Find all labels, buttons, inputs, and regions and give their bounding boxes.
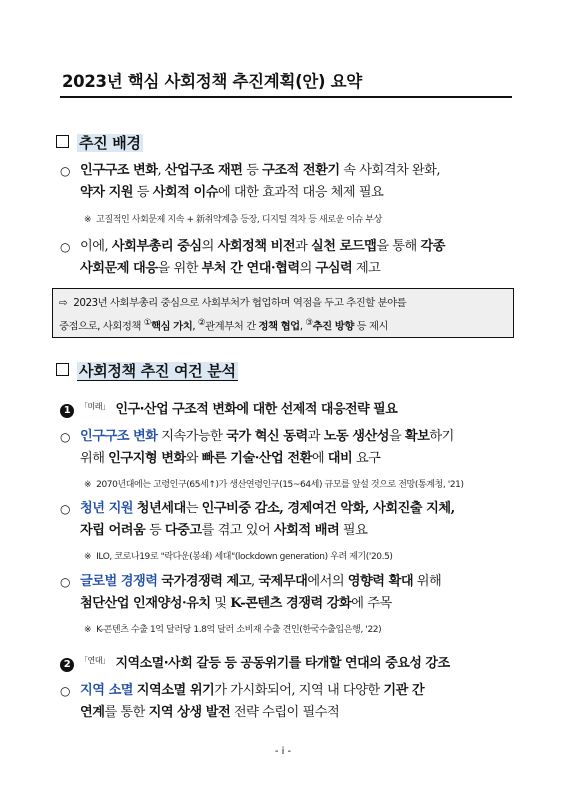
note-1: ※ 고질적인 사회문제 지속 + 新취약계층 등장, 디지털 격차 등 새로운 이슈 부상 [84,215,382,225]
circle-bullet-icon: ○ [60,164,70,178]
background-item-2: ○ 이에, 사회부총리 중심의 사회정책 비전과 실천 로드맵을 통해 각종 사회문제 대응을 위한 부처 간 연대·협력의 구심력 제고 [60,236,522,280]
square-bullet-icon [56,363,69,376]
analysis-item-region: ○ 지역 소멸 지역소멸 위기가 가시화되어, 지역 내 다양한 기관 간 연계를 통한 지역 상생 발전 전략 수립이 필수적 [60,680,522,724]
note-2: ※ 2070년대에는 고령인구(65세↑)가 생산연령인구(15~64세) 규모를 앞설 것으로 전망(통계청, '21) [84,480,464,490]
square-bullet-icon [56,135,69,148]
circle-bullet-icon: ○ [60,575,70,589]
section-heading-background: 추진 배경 [56,132,143,153]
background-item-1: ○ 인구구조 변화, 산업구조 재편 등 구조적 전환기 속 사회격차 완화, 약자 지원 등 사회적 이슈에 대한 효과적 대응 체제 필요 [60,160,522,204]
analysis-item-youth: ○ 청년 지원 청년세대는 인구비중 감소, 경제여건 악화, 사회진출 지체, 자립 어려움 등 다중고를 겪고 있어 사회적 배려 필요 [60,498,522,542]
note-4: ※ K-콘텐츠 수출 1억 달러당 1.8억 달러 소비재 수출 견인(한국수출입은행, '22) [84,625,382,635]
reference-mark-icon: ※ [84,215,92,225]
circle-bullet-icon: ○ [60,430,70,444]
reference-mark-icon: ※ [84,625,92,635]
number-1-icon: 1 [60,404,74,418]
circle-bullet-icon: ○ [60,502,70,516]
analysis-item-global: ○ 글로벌 경쟁력 국가경쟁력 제고, 국제무대에서의 영향력 확대 위해 첨단산업 인재양성·유치 및 K-콘텐츠 경쟁력 강화에 주목 [60,571,522,615]
circle-bullet-icon: ○ [60,240,70,254]
reference-mark-icon: ※ [84,480,92,490]
arrow-right-icon: ⇨ [59,297,68,309]
subheading-solidarity: 2 $^{「연대」}$ 지역소멸·사회 갈등 등 공동위기를 타개할 연대의 중요성 강조 [60,652,450,672]
note-3: ※ ILO, 코로나19로 "락다운(봉쇄) 세대"(lockdown generation) 우려 제기('20.5) [84,552,393,562]
reference-mark-icon: ※ [84,552,92,562]
page-number: - i - [274,746,292,757]
number-2-icon: 2 [60,658,74,672]
section-heading-analysis: 사회정책 추진 여건 분석 [56,360,238,381]
analysis-item-population: ○ 인구구조 변화 지속가능한 국가 혁신 동력과 노동 생산성을 확보하기 위해 인구지형 변화와 빠른 기술·산업 전환에 대비 요구 [60,426,522,470]
page-title: 2023년 핵심 사회정책 추진계획(안) 요약 [60,68,512,98]
subheading-future: 1 $^{「미래」}$ 인구·산업 구조적 변화에 대한 선제적 대응전략 필요 [60,398,397,418]
circle-bullet-icon: ○ [60,684,70,698]
summary-callout-box: ⇨ 2023년 사회부총리 중심으로 사회부처가 협업하며 역점을 두고 추진할 분야를 중점으로, 사회정책 ①핵심 가치, ②관계부처 간 정책 협업, ③추진 방향 등 제시 [52,288,514,338]
